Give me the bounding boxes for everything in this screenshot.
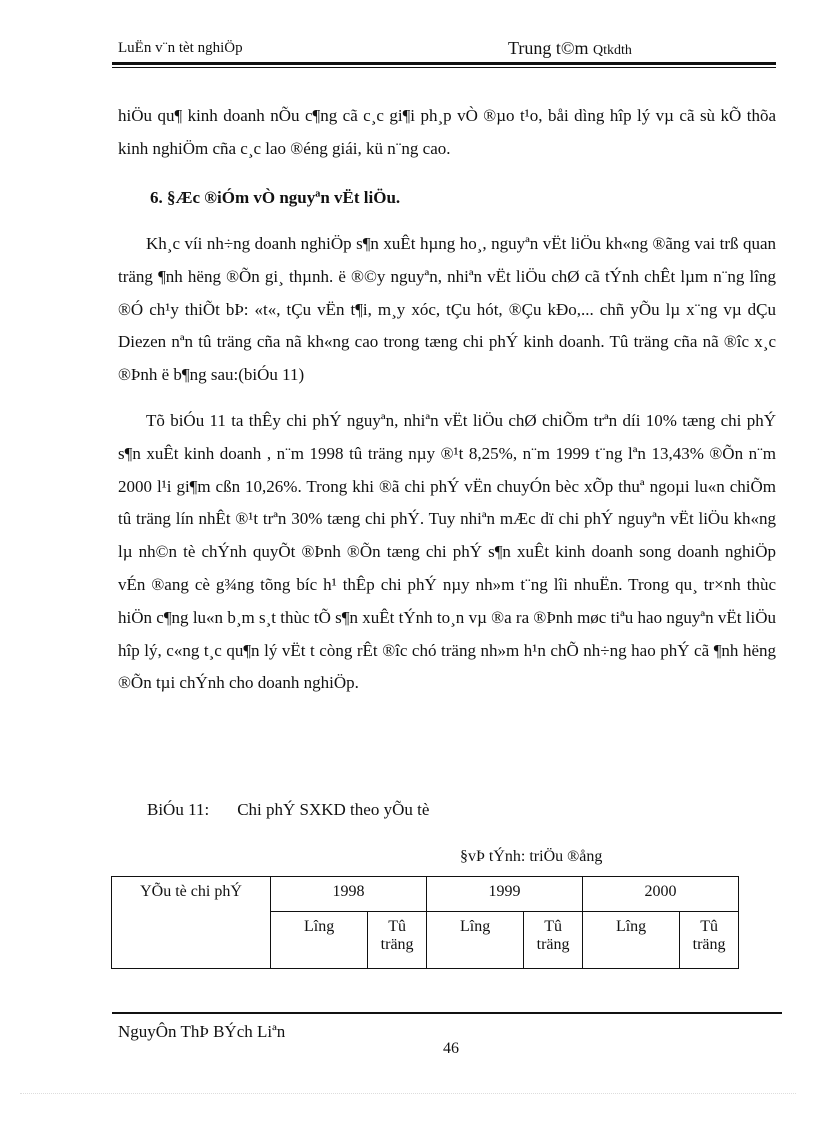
subheader-value: Lîng: [271, 912, 368, 969]
header-right-title: [508, 38, 632, 59]
header-right-small: Qtkdth: [593, 43, 632, 58]
subheader-ratio: Tû träng: [680, 912, 739, 969]
paragraph-intro: hiÖu qu¶ kinh doanh nÕu c¶ng cã c¸c gi¶i ph¸p vÒ ®µo t¹o, båi dìng hîp lý vµ cã sù kÕ thõa kinh nghiÖm cña c¸c lao ®éng giái, kü n¨ng cao.: [118, 106, 776, 158]
page-bottom-divider: [20, 1093, 796, 1094]
header-cost-factor: YÕu tè chi phÝ: [112, 877, 271, 969]
subheader-value: Lîng: [582, 912, 679, 969]
subheader-value: Lîng: [426, 912, 523, 969]
caption-title: Chi phÝ SXKD theo yÕu tè: [237, 800, 430, 819]
subheader-ratio: Tû träng: [524, 912, 583, 969]
header-rule-thin: [112, 67, 776, 68]
page-number: 46: [443, 1040, 459, 1057]
header-right-main: Trung t©m: [508, 38, 589, 58]
cost-table: [111, 876, 739, 969]
unit-label: §vÞ tÝnh: triÖu ®ång: [460, 848, 603, 865]
header-year-2000: 2000: [582, 877, 738, 912]
header-left-title: LuËn v¨n tèt nghiÖp: [118, 40, 243, 56]
paragraph-materials: Kh¸c víi nh÷ng doanh nghiÖp s¶n xuÊt hµng ho¸, nguyªn vËt liÖu kh«ng ®ãng vai trß quan träng ¶nh hëng ®Õn gi¸ thµnh. ë ®©y nguyªn, nhiªn vËt liÖu chØ cã tÝnh chÊt lµm n¨ng lîng ®Ó ch¹y thiÕt bÞ: «t«, tÇu vËn t¶i, m¸y xóc, tÇu hót, ®Çu kÐo,... chñ yÕu lµ x¨ng vµ dÇu Diezen nªn tû träng cña nã kh«ng cao trong tæng chi phÝ kinh doanh. Tû träng cña nã ®îc x¸c ®Þnh ë b¶ng sau:(biÓu 11): [118, 234, 776, 385]
table-header-row: [112, 877, 739, 912]
header-year-1998: 1998: [271, 877, 427, 912]
caption-label: BiÓu 11:: [147, 800, 210, 819]
paragraph-analysis: Tõ biÓu 11 ta thÊy chi phÝ nguyªn, nhiªn vËt liÖu chØ chiÕm trªn díi 10% tæng chi phÝ s¶n xuÊt kinh doanh , n¨m 1998 tû träng nµy ®¹t 8,25%, n¨m 1999 t¨ng lªn 13,43% ®Õn n¨m 2000 l¹i gi¶m cßn 10,26%. Trong khi ®ã chi phÝ vËn chuyÓn bèc xÕp thuª ngoµi lu«n chiÕm tû träng lín nhÊt ®¹t trªn 30% tæng chi phÝ. Tuy nhiªn mÆc dï chi phÝ nguyªn vËt liÖu kh«ng lµ nh©n tè chÝnh quyÕt ®Þnh ®Õn tæng chi phÝ s¶n xuÊt kinh doanh song doanh nghiÖp vÉn ®ang cè g¾ng tõng bíc h¹ thÊp chi phÝ nµy nh»m t¨ng lîi nhuËn. Trong qu¸ tr×nh thùc hiÖn c¶ng lu«n b¸m s¸t thùc tÕ s¶n xuÊt tÝnh to¸n vµ ®a ra ®Þnh møc tiªu hao nguyªn vËt liÖu hîp lý, c«ng t¸c qu¶n lý vËt t còng rÊt ®îc chó träng nh»m h¹n chÕ nh÷ng hao phÝ cã ¶nh hëng ®Õn tµi chÝnh cho doanh nghiÖp.: [118, 411, 776, 693]
footer-author: NguyÔn ThÞ BÝch Liªn: [118, 1022, 286, 1041]
footer-rule: [112, 1012, 782, 1014]
section-heading: 6. §Æc ®iÓm vÒ nguyªn vËt liÖu.: [150, 188, 401, 207]
subheader-ratio: Tû träng: [368, 912, 427, 969]
header-year-1999: 1999: [426, 877, 582, 912]
table-caption: [147, 800, 429, 820]
header-rule-thick: [112, 62, 776, 65]
